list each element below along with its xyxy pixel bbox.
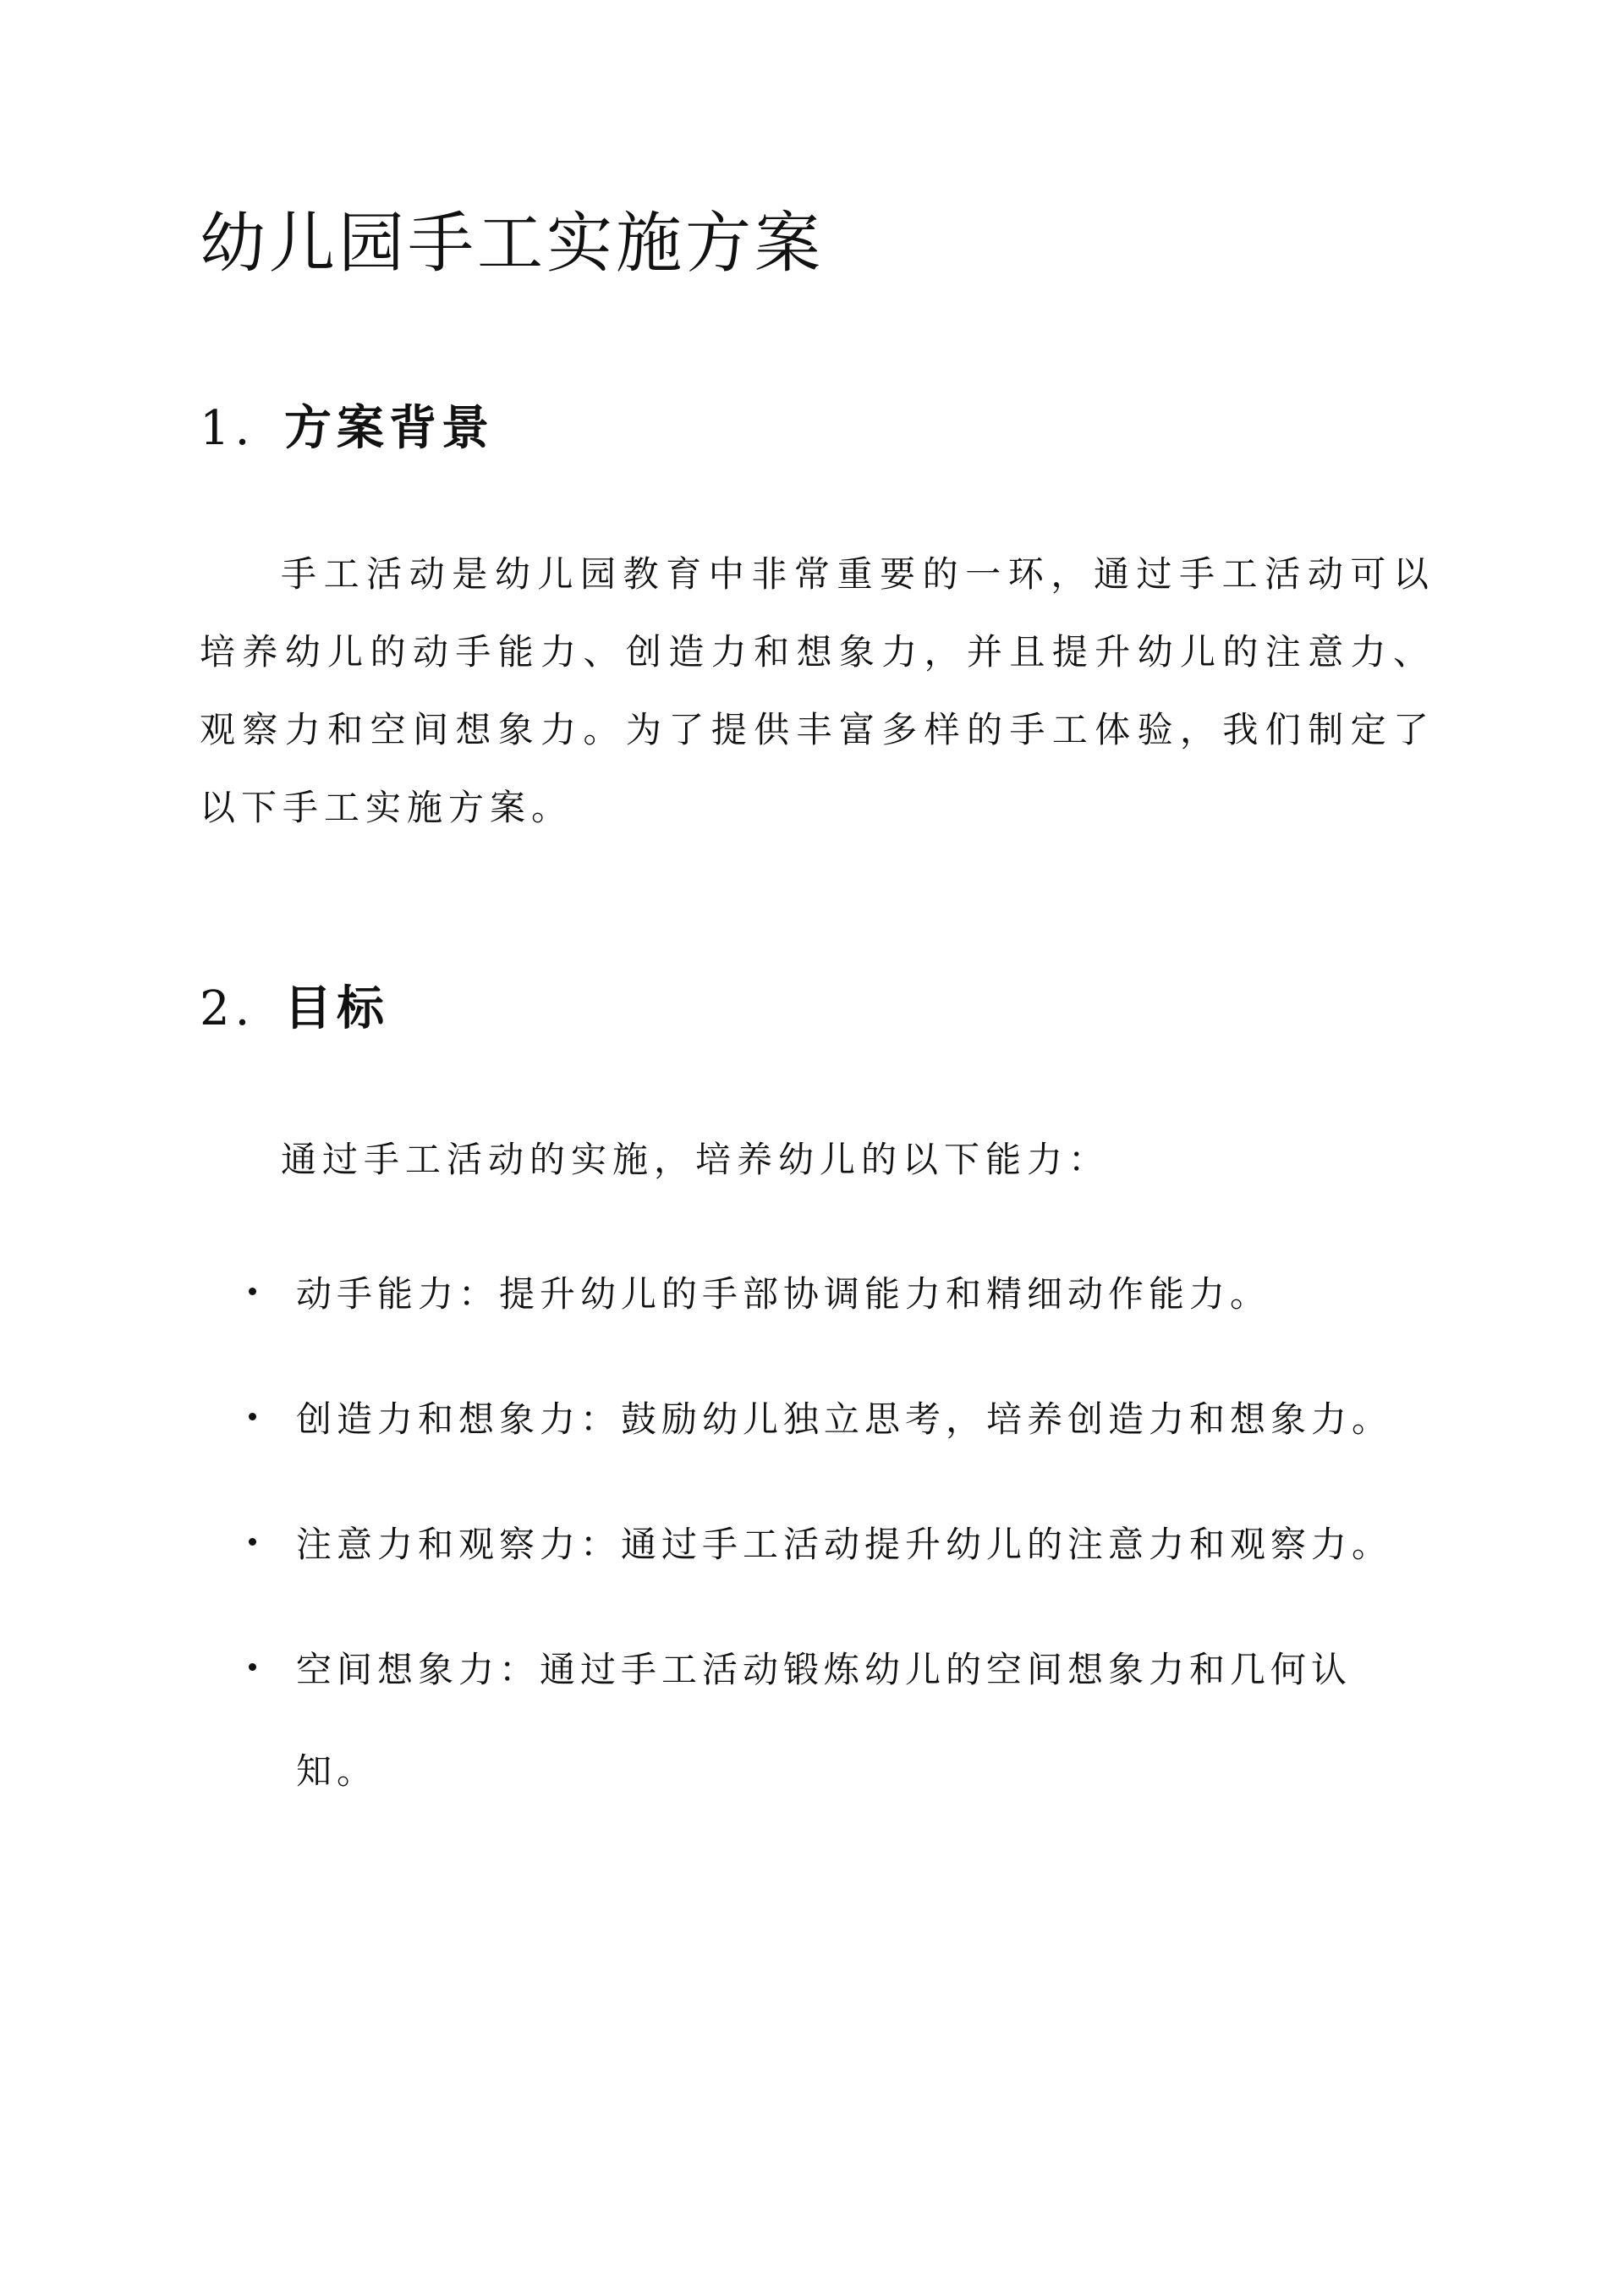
list-item-text: 动手能力：提升幼儿的手部协调能力和精细动作能力。 xyxy=(296,1273,1271,1315)
bullet-icon xyxy=(249,1663,256,1671)
list-item-text: 创造力和想象力：鼓励幼儿独立思考，培养创造力和想象力。 xyxy=(296,1398,1393,1440)
list-item-text: 空间想象力：通过手工活动锻炼幼儿的空间想象力和几何认知。 xyxy=(296,1649,1352,1792)
list-item xyxy=(200,1494,1435,1596)
background-paragraph: 手工活动是幼儿园教育中非常重要的一环，通过手工活动可以培养幼儿的动手能力、创造力和想象力，并且提升幼儿的注意力、观察力和空间想象力。为了提供丰富多样的手工体验，我们制定了以下手工实施方案。 xyxy=(200,553,1435,828)
section-title: 方案背景 xyxy=(284,400,494,456)
section-heading-goals xyxy=(200,975,389,1043)
list-item xyxy=(200,1244,1435,1345)
section-heading-background xyxy=(200,394,494,463)
list-item xyxy=(200,1619,1435,1822)
goals-list xyxy=(200,1244,1435,1846)
list-item xyxy=(200,1369,1435,1470)
section-number: 2. xyxy=(200,981,255,1036)
document-title: 幼儿园手工实施方案 xyxy=(200,206,825,282)
list-item-text: 注意力和观察力：通过手工活动提升幼儿的注意力和观察力。 xyxy=(296,1524,1393,1565)
section-title: 目标 xyxy=(284,980,389,1036)
bullet-icon xyxy=(249,1538,256,1546)
goals-lead-text: 通过手工活动的实施，培养幼儿的以下能力： xyxy=(281,1139,1111,1180)
bullet-icon xyxy=(249,1288,256,1295)
section-number: 1. xyxy=(200,401,255,456)
bullet-icon xyxy=(249,1413,256,1420)
